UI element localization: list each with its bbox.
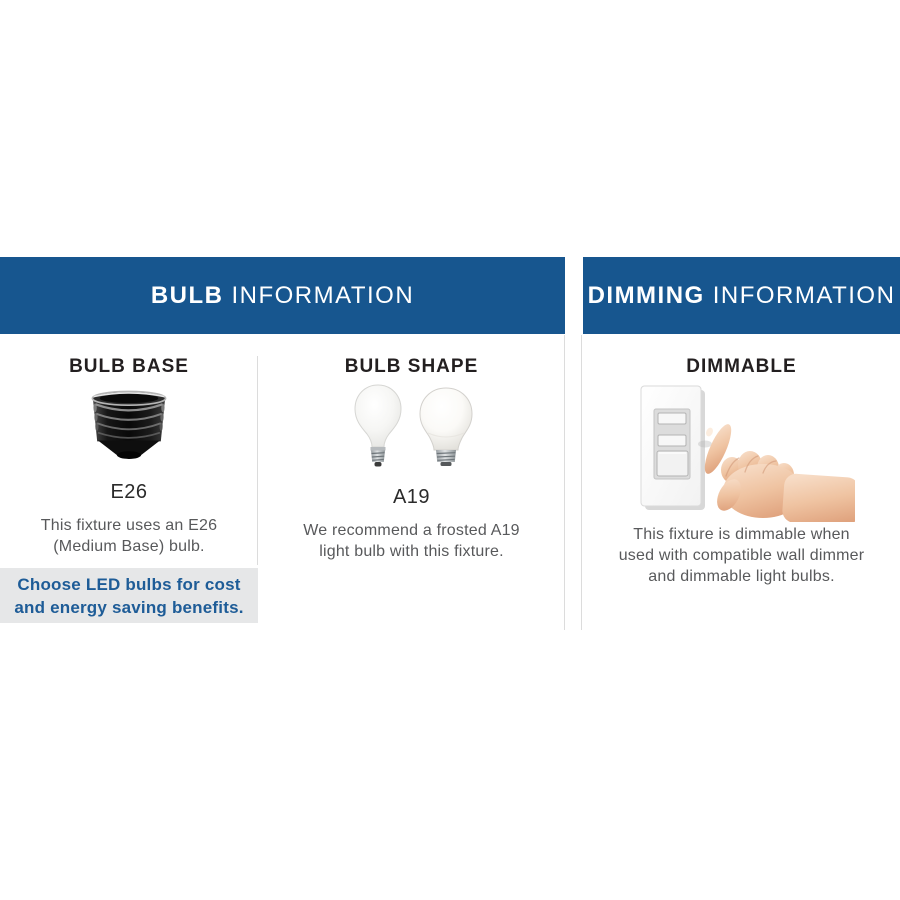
- led-tip-box: [0, 568, 258, 623]
- bulb-header-bold: BULB: [150, 281, 224, 309]
- bulb-base-label: E26: [110, 481, 148, 503]
- bulb-shape-heading: BULB SHAPE: [344, 356, 479, 377]
- bulb-header-rest: INFORMATION: [231, 281, 415, 309]
- dimming-header-rest: INFORMATION: [712, 281, 896, 309]
- bulb-shape-label: A19: [392, 486, 431, 508]
- dimming-header-bold: DIMMING: [587, 281, 705, 309]
- bulb-base-column: [0, 356, 258, 557]
- dimmer-switch-with-hand-icon: [605, 374, 855, 527]
- bulb-information-header: [0, 257, 565, 334]
- led-tip-line-2: and energy saving benefits.: [14, 597, 244, 617]
- dimming-information-header: [583, 257, 900, 334]
- dimmable-heading: DIMMABLE: [686, 356, 797, 377]
- dimmable-description: This fixture is dimmable when used with compatible wall dimmer and dimmable light bulbs.: [618, 526, 865, 585]
- bulb-base-heading: BULB BASE: [69, 356, 189, 377]
- bulb-shape-column: [258, 356, 565, 562]
- a19-frosted-and-led-bulbs-icon: [258, 382, 565, 480]
- bulb-base-description: This fixture uses an E26 (Medium Base) bulb.: [40, 517, 218, 555]
- led-tip-line-1: Choose LED bulbs for cost: [17, 574, 241, 594]
- e26-screw-base-icon: [0, 387, 258, 475]
- section-divider-right: [581, 335, 582, 630]
- bulb-shape-description: We recommend a frosted A19 light bulb with this fixture.: [303, 522, 520, 560]
